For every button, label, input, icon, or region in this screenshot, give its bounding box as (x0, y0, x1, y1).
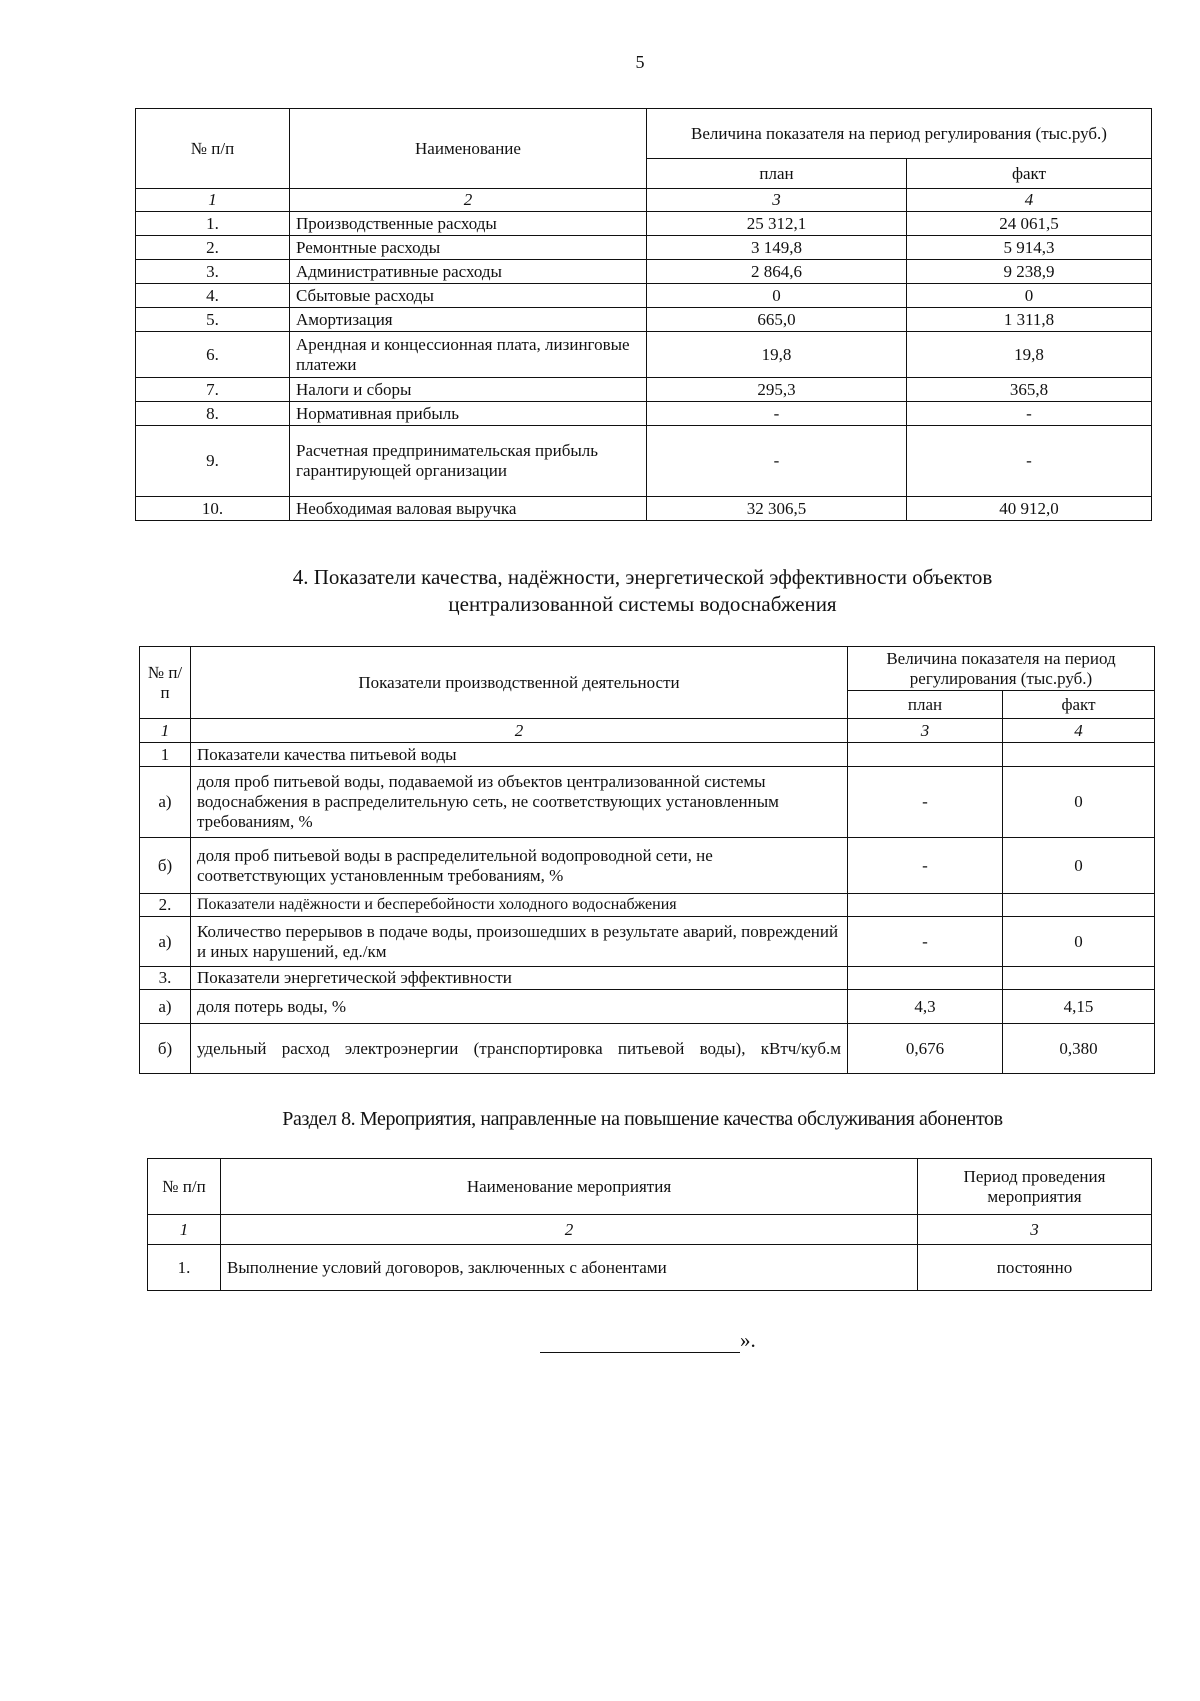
row-plan (848, 967, 1003, 990)
colnum-1: 1 (148, 1215, 221, 1245)
row-name: Производственные расходы (290, 212, 647, 236)
page-number: 5 (635, 52, 645, 72)
row-name: Показатели надёжности и бесперебойности холодного водоснабжения (191, 894, 848, 917)
row-plan: 4,3 (848, 990, 1003, 1024)
row-num: 10. (136, 497, 290, 521)
col-header-value: Величина показателя на период регулирования (тыс.руб.) (848, 647, 1155, 691)
table-row (148, 1245, 1152, 1291)
colnum-2: 2 (290, 189, 647, 212)
row-plan: - (848, 767, 1003, 838)
row-num: б) (140, 838, 191, 894)
row-num: 9. (136, 426, 290, 497)
row-fact: 0 (907, 284, 1152, 308)
col-header-plan: план (647, 159, 907, 189)
table-row (140, 967, 1155, 990)
row-num: а) (140, 990, 191, 1024)
row-num: 7. (136, 378, 290, 402)
row-num: 4. (136, 284, 290, 308)
row-name: Количество перерывов в подаче воды, произошедших в результате аварий, повреждений и иных нарушений, ед./км (191, 917, 848, 967)
section-4-heading-line-1: 4. Показатели качества, надёжности, энергетической эффективности объектов (292, 565, 993, 589)
colnum-4: 4 (907, 189, 1152, 212)
row-name: Показатели энергетической эффективности (191, 967, 848, 990)
row-num: а) (140, 767, 191, 838)
row-fact: 5 914,3 (907, 236, 1152, 260)
row-name: Налоги и сборы (290, 378, 647, 402)
row-plan (848, 743, 1003, 767)
row-name: Расчетная предпринимательская прибыль гарантирующей организации (290, 426, 647, 497)
table-row (140, 767, 1155, 838)
row-fact: 9 238,9 (907, 260, 1152, 284)
row-name: Сбытовые расходы (290, 284, 647, 308)
colnum-2: 2 (221, 1215, 918, 1245)
row-plan (848, 894, 1003, 917)
row-plan: 295,3 (647, 378, 907, 402)
row-plan: - (848, 838, 1003, 894)
row-name: Административные расходы (290, 260, 647, 284)
row-num: а) (140, 917, 191, 967)
table-row (136, 426, 1152, 497)
row-plan: - (647, 402, 907, 426)
row-name: Показатели качества питьевой воды (191, 743, 848, 767)
row-plan: 2 864,6 (647, 260, 907, 284)
colnum-1: 1 (140, 719, 191, 743)
table-row (136, 402, 1152, 426)
row-fact: 0,380 (1003, 1024, 1155, 1074)
row-plan: 25 312,1 (647, 212, 907, 236)
row-plan: - (848, 917, 1003, 967)
row-fact: 19,8 (907, 332, 1152, 378)
colnum-2: 2 (191, 719, 848, 743)
row-name: доля проб питьевой воды в распределительной водопроводной сети, не соответствующих установленным требованиям, % (191, 838, 848, 894)
col-header-name: Наименование мероприятия (221, 1159, 918, 1215)
row-fact: - (907, 426, 1152, 497)
table-row (140, 743, 1155, 767)
row-fact: 365,8 (907, 378, 1152, 402)
row-name: доля потерь воды, % (191, 990, 848, 1024)
indicators-table (139, 646, 1155, 1074)
row-fact: - (907, 402, 1152, 426)
row-plan: 0,676 (848, 1024, 1003, 1074)
row-fact (1003, 894, 1155, 917)
colnum-3: 3 (848, 719, 1003, 743)
col-header-plan: план (848, 691, 1003, 719)
row-plan: 32 306,5 (647, 497, 907, 521)
row-num: 5. (136, 308, 290, 332)
table-row (140, 990, 1155, 1024)
table-row (136, 378, 1152, 402)
col-header-num: № п/п (148, 1159, 221, 1215)
row-fact: 0 (1003, 917, 1155, 967)
measures-table (147, 1158, 1152, 1291)
row-num: 3. (140, 967, 191, 990)
row-num: 8. (136, 402, 290, 426)
row-name: Арендная и концессионная плата, лизинговые платежи (290, 332, 647, 378)
table-row (136, 284, 1152, 308)
expenses-table (135, 108, 1152, 521)
col-header-name: Показатели производственной деятельности (191, 647, 848, 719)
row-fact: 4,15 (1003, 990, 1155, 1024)
colnum-3: 3 (647, 189, 907, 212)
row-name: Ремонтные расходы (290, 236, 647, 260)
row-num: 6. (136, 332, 290, 378)
row-fact (1003, 743, 1155, 767)
row-fact: 40 912,0 (907, 497, 1152, 521)
row-num: 1 (140, 743, 191, 767)
section-4-heading (0, 564, 1200, 618)
signature-line (540, 1332, 740, 1353)
section-4-heading-line-2: централизованной системы водоснабжения (448, 592, 837, 616)
table-row (136, 308, 1152, 332)
closing-line (540, 1328, 756, 1353)
col-header-num: № п/п (136, 109, 290, 189)
row-fact: 1 311,8 (907, 308, 1152, 332)
row-num: 1. (136, 212, 290, 236)
col-header-name: Наименование (290, 109, 647, 189)
row-num: 1. (148, 1245, 221, 1291)
colnum-4: 4 (1003, 719, 1155, 743)
row-period: постоянно (918, 1245, 1152, 1291)
col-header-fact: факт (907, 159, 1152, 189)
row-name: Необходимая валовая выручка (290, 497, 647, 521)
table-row (136, 332, 1152, 378)
table-row (136, 497, 1152, 521)
colnum-3: 3 (918, 1215, 1152, 1245)
table-row (140, 838, 1155, 894)
table-row (140, 894, 1155, 917)
row-plan: 0 (647, 284, 907, 308)
row-fact (1003, 967, 1155, 990)
table-row (140, 917, 1155, 967)
row-name: удельный расход электроэнергии (транспортировка питьевой воды), кВтч/куб.м (191, 1024, 848, 1074)
row-plan: 3 149,8 (647, 236, 907, 260)
colnum-1: 1 (136, 189, 290, 212)
col-header-value: Величина показателя на период регулирования (тыс.руб.) (647, 109, 1152, 159)
row-fact: 0 (1003, 767, 1155, 838)
row-num: б) (140, 1024, 191, 1074)
row-plan: 19,8 (647, 332, 907, 378)
table-row (136, 260, 1152, 284)
row-name: Выполнение условий договоров, заключенных с абонентами (221, 1245, 918, 1291)
closing-quote: ». (740, 1328, 756, 1352)
row-fact: 0 (1003, 838, 1155, 894)
row-name: Нормативная прибыль (290, 402, 647, 426)
row-plan: 665,0 (647, 308, 907, 332)
row-num: 2. (136, 236, 290, 260)
section-8-heading: Раздел 8. Мероприятия, направленные на повышение качества обслуживания абонентов (282, 1108, 1003, 1130)
row-fact: 24 061,5 (907, 212, 1152, 236)
table-row (136, 212, 1152, 236)
col-header-num: № п/п (140, 647, 191, 719)
row-name: доля проб питьевой воды, подаваемой из объектов централизованной системы водоснабжения в распределительную сеть, не соответствующих установленным требованиям, % (191, 767, 848, 838)
col-header-fact: факт (1003, 691, 1155, 719)
table-row (140, 1024, 1155, 1074)
row-num: 3. (136, 260, 290, 284)
table-row (136, 236, 1152, 260)
row-num: 2. (140, 894, 191, 917)
col-header-period: Период проведения мероприятия (918, 1159, 1152, 1215)
row-name: Амортизация (290, 308, 647, 332)
row-plan: - (647, 426, 907, 497)
